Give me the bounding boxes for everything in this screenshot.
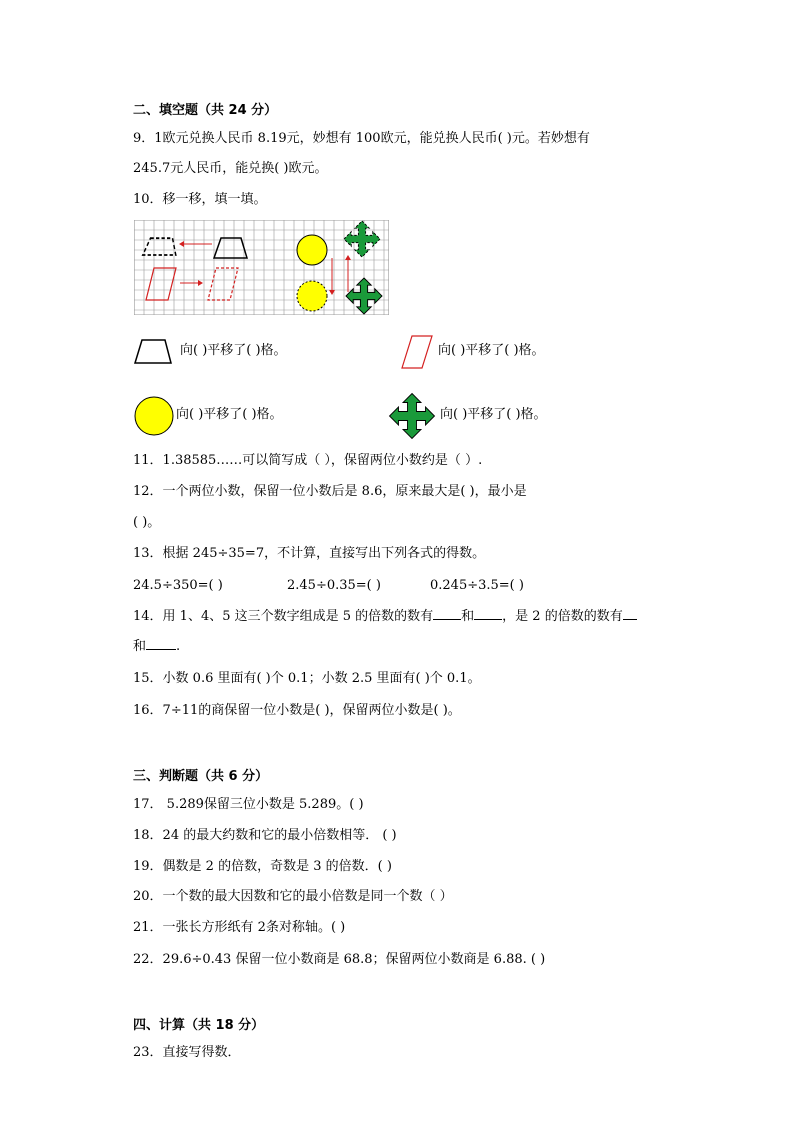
question-14-text-e: .	[176, 639, 181, 654]
question-15: 15．小数 0.6 里面有( )个 0.1；小数 2.5 里面有( )个 0.1。	[133, 671, 481, 686]
green-cross-icon	[388, 392, 436, 440]
question-16: 16．7÷11的商保留一位小数是( )，保留两位小数是( )。	[133, 703, 461, 718]
question-10-fill-parallelogram: 向( )平移了( )格。	[438, 343, 545, 358]
translation-grid-figure	[134, 220, 389, 315]
section3-title: 三、判断题（共 6 分）	[133, 769, 269, 784]
question-14-text-b: 和	[461, 609, 475, 624]
answer-blank[interactable]	[433, 607, 461, 620]
question-10: 10．移一移，填一填。	[133, 192, 267, 207]
question-13-equation-1: 24.5÷350=( )	[133, 578, 223, 593]
question-11: 11．1.38585……可以简写成（ ），保留两位小数约是（ ）.	[133, 453, 483, 468]
question-9-line1: 9．1欧元兑换人民币 8.19元，妙想有 100欧元，能兑换人民币( )元。若妙想有	[133, 131, 590, 146]
question-12-line1: 12．一个两位小数，保留一位小数后是 8.6，原来最大是( )，最小是	[133, 484, 527, 499]
question-13-equation-2: 2.45÷0.35=( )	[287, 578, 381, 593]
question-14-text-a: 14．用 1、4、5 这三个数字组成是 5 的倍数的数有	[133, 609, 434, 624]
question-10-fill-circle: 向( )平移了( )格。	[176, 407, 283, 422]
question-12-line2: ( )。	[133, 515, 161, 530]
question-10-fill-cross: 向( )平移了( )格。	[440, 407, 547, 422]
question-21: 21．一张长方形纸有 2条对称轴。( )	[133, 920, 346, 935]
question-17: 17． 5.2̇89̇保留三位小数是 5.289。( )	[133, 797, 364, 812]
question-14-text-c: ，是 2 的倍数的数有	[502, 609, 623, 624]
answer-blank[interactable]	[146, 637, 176, 650]
answer-blank[interactable]	[623, 607, 637, 620]
question-9-line2: 245.7元人民币，能兑换( )欧元。	[133, 161, 328, 176]
question-18: 18．24 的最大约数和它的最小倍数相等． ( )	[133, 828, 397, 843]
parallelogram-icon	[400, 334, 434, 370]
question-14-line2	[133, 637, 180, 657]
answer-blank[interactable]	[474, 607, 502, 620]
question-13-equation-3: 0.245÷3.5=( )	[430, 578, 524, 593]
section4-title: 四、计算（共 18 分）	[133, 1018, 265, 1033]
question-13: 13．根据 245÷35=7，不计算，直接写出下列各式的得数。	[133, 546, 486, 561]
question-19: 19．偶数是 2 的倍数，奇数是 3 的倍数．( )	[133, 859, 392, 874]
question-22: 22．29.6÷0.43 保留一位小数商是 68.8；保留两位小数商是 6.88. ( )	[133, 952, 546, 967]
question-10-fill-trapezoid: 向( )平移了( )格。	[180, 343, 287, 358]
question-14-text-d: 和	[133, 639, 147, 654]
circle-icon	[133, 395, 175, 437]
question-14-line1	[133, 607, 637, 627]
trapezoid-icon	[133, 338, 173, 366]
section2-title: 二、填空题（共 24 分）	[133, 103, 278, 118]
question-20: 20．一个数的最大因数和它的最小倍数是同一个数（ ）	[133, 889, 453, 904]
question-23: 23．直接写得数．	[133, 1045, 241, 1060]
